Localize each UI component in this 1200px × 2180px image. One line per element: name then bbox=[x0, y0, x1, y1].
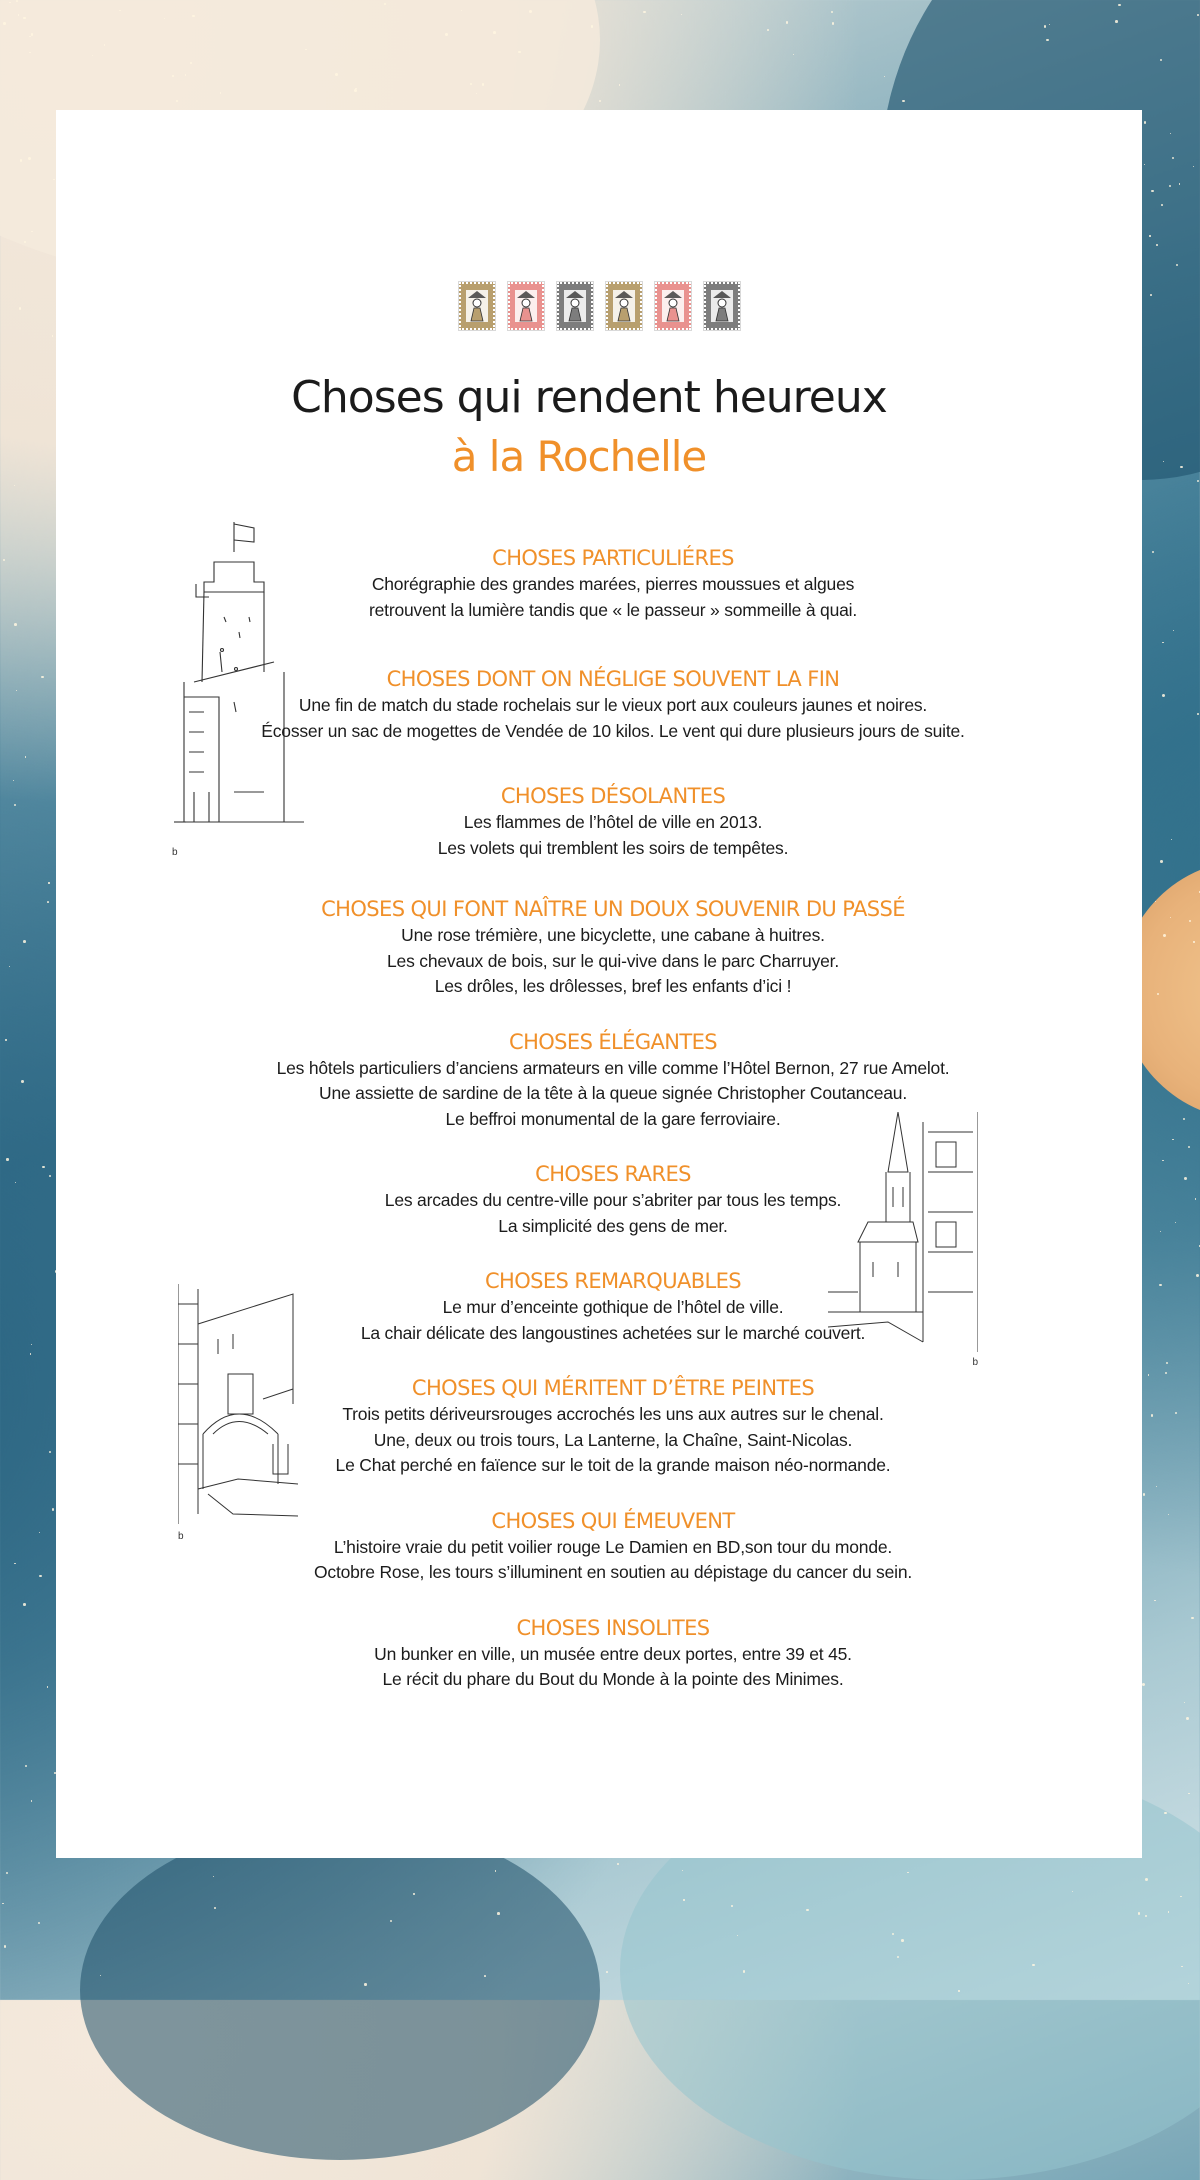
background-blob bbox=[80, 1820, 600, 2160]
glitter-speck bbox=[1168, 1514, 1169, 1515]
glitter-speck bbox=[14, 1563, 16, 1565]
glitter-speck bbox=[23, 940, 26, 943]
glitter-speck bbox=[52, 335, 53, 336]
glitter-speck bbox=[497, 1912, 500, 1915]
section-line: La simplicité des gens de mer. bbox=[84, 1214, 1142, 1240]
glitter-speck bbox=[49, 1451, 51, 1453]
stamp-icon bbox=[704, 282, 740, 330]
glitter-speck bbox=[30, 1353, 31, 1354]
glitter-speck bbox=[354, 89, 357, 92]
glitter-speck bbox=[619, 84, 621, 86]
glitter-speck bbox=[1188, 1146, 1190, 1148]
glitter-speck bbox=[897, 1956, 899, 1958]
glitter-speck bbox=[476, 93, 477, 94]
glitter-speck bbox=[518, 51, 521, 54]
glitter-speck bbox=[832, 22, 834, 24]
glitter-speck bbox=[1162, 642, 1163, 643]
glitter-speck bbox=[1196, 1274, 1199, 1277]
glitter-speck bbox=[176, 100, 178, 102]
glitter-speck bbox=[3, 22, 5, 24]
glitter-speck bbox=[1168, 1911, 1169, 1912]
glitter-speck bbox=[786, 21, 789, 24]
glitter-speck bbox=[1188, 1793, 1190, 1795]
section-line: Chorégraphie des grandes marées, pierres moussues et algues bbox=[84, 572, 1142, 598]
glitter-speck bbox=[683, 1899, 684, 1900]
glitter-speck bbox=[1193, 941, 1194, 942]
stamp-icon bbox=[508, 282, 544, 330]
section-line: Écosser un sac de mogettes de Vendée de 10 kilos. Le vent qui dure plusieurs jours de suite. bbox=[84, 719, 1142, 745]
glitter-speck bbox=[1195, 1198, 1197, 1200]
section-heading: CHOSES DÉSOLANTES bbox=[84, 782, 1142, 810]
glitter-speck bbox=[52, 1508, 55, 1511]
glitter-speck bbox=[767, 29, 769, 31]
glitter-speck bbox=[104, 44, 105, 45]
glitter-speck bbox=[1161, 204, 1163, 206]
stamp-icon bbox=[557, 282, 593, 330]
glitter-speck bbox=[495, 1870, 496, 1871]
glitter-speck bbox=[190, 62, 192, 64]
glitter-speck bbox=[617, 1863, 619, 1865]
glitter-speck bbox=[9, 966, 11, 968]
glitter-speck bbox=[16, 690, 17, 691]
section-line: retrouvent la lumière tandis que « le passeur » sommeille à quai. bbox=[84, 598, 1142, 624]
glitter-speck bbox=[3, 559, 5, 561]
glitter-speck bbox=[1180, 466, 1182, 468]
glitter-speck bbox=[6, 1872, 8, 1874]
glitter-speck bbox=[1191, 1617, 1194, 1620]
glitter-speck bbox=[39, 1532, 40, 1533]
section-line: Le beffroi monumental de la gare ferroviaire. bbox=[84, 1107, 1142, 1133]
section-heading: CHOSES PARTICULIÉRES bbox=[84, 544, 1142, 572]
glitter-speck bbox=[14, 623, 17, 626]
section-choses-souvenir-du-passe bbox=[84, 895, 1142, 1000]
page-title: Choses qui rendent heureux bbox=[36, 372, 1142, 423]
glitter-speck bbox=[731, 1905, 733, 1907]
section-choses-insolites bbox=[84, 1614, 1142, 1693]
stamp-icon bbox=[606, 282, 642, 330]
glitter-speck bbox=[1159, 1284, 1161, 1286]
glitter-speck bbox=[1171, 839, 1172, 840]
section-line: Une assiette de sardine de la tête à la queue signée Christopher Coutanceau. bbox=[84, 1081, 1142, 1107]
glitter-speck bbox=[806, 1909, 808, 1911]
glitter-speck bbox=[214, 1907, 216, 1909]
glitter-speck bbox=[31, 1800, 32, 1801]
stamp-icon bbox=[459, 282, 495, 330]
artist-signature: b bbox=[178, 1531, 184, 1542]
glitter-speck bbox=[1143, 1493, 1146, 1496]
section-heading: CHOSES INSOLITES bbox=[84, 1614, 1142, 1642]
section-heading: CHOSES RARES bbox=[84, 1160, 1142, 1188]
glitter-speck bbox=[1172, 157, 1174, 159]
glitter-speck bbox=[1118, 4, 1121, 7]
glitter-speck bbox=[38, 1922, 41, 1925]
section-choses-dont-on-neglige bbox=[84, 665, 1142, 744]
glitter-speck bbox=[1115, 20, 1118, 23]
page-subtitle: à la Rochelle bbox=[16, 432, 1142, 481]
glitter-speck bbox=[13, 780, 14, 781]
glitter-speck bbox=[1162, 1160, 1164, 1162]
glitter-speck bbox=[47, 1686, 48, 1687]
glitter-speck bbox=[1197, 480, 1199, 482]
glitter-speck bbox=[6, 1158, 8, 1160]
glitter-speck bbox=[1156, 1486, 1157, 1487]
glitter-speck bbox=[49, 1175, 51, 1177]
glitter-speck bbox=[1186, 1717, 1189, 1720]
glitter-speck bbox=[643, 11, 646, 14]
glitter-speck bbox=[41, 676, 44, 679]
section-choses-desolantes bbox=[84, 782, 1142, 861]
glitter-speck bbox=[23, 1603, 26, 1606]
glitter-speck bbox=[599, 100, 601, 102]
section-line: Une rose trémière, une bicyclette, une cabane à huitres. bbox=[84, 923, 1142, 949]
glitter-speck bbox=[1175, 1222, 1176, 1223]
glitter-speck bbox=[5, 1039, 6, 1040]
glitter-speck bbox=[681, 14, 683, 16]
glitter-speck bbox=[42, 1166, 45, 1169]
section-heading: CHOSES REMARQUABLES bbox=[84, 1267, 1142, 1295]
glitter-speck bbox=[14, 485, 15, 486]
glitter-speck bbox=[1148, 1374, 1149, 1375]
glitter-speck bbox=[4, 1945, 6, 1947]
glitter-speck bbox=[25, 756, 26, 757]
glitter-speck bbox=[19, 307, 22, 310]
stamp-icon bbox=[655, 282, 691, 330]
glitter-speck bbox=[16, 0, 18, 2]
glitter-speck bbox=[1183, 1118, 1186, 1121]
glitter-speck bbox=[1197, 14, 1199, 16]
glitter-speck bbox=[1160, 1231, 1161, 1232]
glitter-speck bbox=[831, 11, 833, 13]
section-choses-remarquables bbox=[84, 1267, 1142, 1346]
glitter-speck bbox=[14, 804, 16, 806]
section-heading: CHOSES ÉLÉGANTES bbox=[84, 1028, 1142, 1056]
glitter-speck bbox=[1197, 713, 1199, 715]
glitter-speck bbox=[1175, 1412, 1177, 1414]
section-line: Une, deux ou trois tours, La Lanterne, la Chaîne, Saint-Nicolas. bbox=[84, 1428, 1142, 1454]
glitter-speck bbox=[28, 157, 31, 160]
glitter-speck bbox=[364, 1983, 366, 1985]
glitter-speck bbox=[1152, 551, 1154, 553]
glitter-speck bbox=[21, 1080, 24, 1083]
section-line: Une fin de match du stade rochelais sur le vieux port aux couleurs jaunes et noires. bbox=[84, 693, 1142, 719]
section-line: Le récit du phare du Bout du Monde à la pointe des Minimes. bbox=[84, 1667, 1142, 1693]
glitter-speck bbox=[901, 1939, 904, 1942]
glitter-speck bbox=[1160, 59, 1162, 61]
glitter-speck bbox=[2, 1903, 4, 1905]
glitter-speck bbox=[1154, 1600, 1155, 1601]
glitter-speck bbox=[335, 73, 338, 76]
content-card bbox=[56, 110, 1142, 1858]
glitter-speck bbox=[31, 1344, 33, 1346]
section-line: Octobre Rose, les tours s’illuminent en soutien au dépistage du cancer du sein. bbox=[84, 1560, 1142, 1586]
glitter-speck bbox=[25, 1765, 27, 1767]
section-line: Trois petits dériveursrouges accrochés les uns aux autres sur le chenal. bbox=[84, 1402, 1142, 1428]
stamp-row bbox=[56, 282, 1142, 330]
glitter-speck bbox=[445, 33, 448, 36]
glitter-speck bbox=[606, 1971, 608, 1973]
glitter-speck bbox=[1145, 1878, 1148, 1881]
glitter-speck bbox=[1156, 244, 1158, 246]
section-choses-rares bbox=[84, 1160, 1142, 1239]
section-line: L’histoire vraie du petit voilier rouge Le Damien en BD,son tour du monde. bbox=[84, 1535, 1142, 1561]
glitter-speck bbox=[493, 31, 496, 34]
glitter-speck bbox=[1142, 1683, 1145, 1686]
artist-signature: b bbox=[172, 847, 178, 858]
glitter-speck bbox=[1151, 1414, 1153, 1416]
glitter-speck bbox=[591, 25, 593, 27]
sections-list bbox=[56, 544, 1142, 1721]
section-line: Le mur d’enceinte gothique de l’hôtel de ville. bbox=[84, 1295, 1142, 1321]
section-choses-qui-meritent-peintes bbox=[84, 1374, 1142, 1479]
glitter-speck bbox=[793, 54, 794, 55]
glitter-speck bbox=[1165, 1372, 1167, 1374]
section-line: Les volets qui tremblent les soirs de tempêtes. bbox=[84, 836, 1142, 862]
glitter-speck bbox=[39, 1575, 42, 1578]
glitter-speck bbox=[884, 76, 885, 77]
section-line: Les arcades du centre-ville pour s’abriter par tous les temps. bbox=[84, 1188, 1142, 1214]
glitter-speck bbox=[1188, 1983, 1189, 1984]
glitter-speck bbox=[413, 1893, 414, 1894]
glitter-speck bbox=[1172, 1139, 1173, 1140]
glitter-speck bbox=[892, 1933, 894, 1935]
section-line: Les chevaux de bois, sur le qui-vive dans le parc Charruyer. bbox=[84, 949, 1142, 975]
section-heading: CHOSES QUI ÉMEUVENT bbox=[84, 1507, 1142, 1535]
glitter-speck bbox=[1151, 190, 1153, 192]
glitter-speck bbox=[1184, 1177, 1187, 1180]
section-choses-particulieres bbox=[84, 544, 1142, 623]
artist-signature: b bbox=[972, 1357, 978, 1368]
section-line: Les drôles, les drôlesses, bref les enfants d’ici ! bbox=[84, 974, 1142, 1000]
glitter-speck bbox=[1166, 1362, 1168, 1364]
section-line: La chair délicate des langoustines achetées sur le marché couvert. bbox=[84, 1321, 1142, 1347]
section-line: Les hôtels particuliers d’anciens armateurs en ville comme l’Hôtel Bernon, 27 rue Amelot. bbox=[84, 1056, 1142, 1082]
glitter-speck bbox=[1173, 630, 1174, 631]
glitter-speck bbox=[18, 14, 20, 16]
glitter-speck bbox=[1149, 235, 1150, 236]
section-choses-elegantes bbox=[84, 1028, 1142, 1133]
glitter-speck bbox=[15, 1182, 16, 1183]
glitter-speck bbox=[958, 1990, 959, 1991]
glitter-speck bbox=[47, 901, 49, 903]
glitter-speck bbox=[1044, 25, 1047, 28]
glitter-speck bbox=[484, 1975, 486, 1977]
glitter-speck bbox=[1160, 860, 1163, 863]
section-choses-qui-emeuvent bbox=[84, 1507, 1142, 1586]
section-heading: CHOSES QUI MÉRITENT D’ÊTRE PEINTES bbox=[84, 1374, 1142, 1402]
glitter-speck bbox=[1180, 1896, 1181, 1897]
section-heading: CHOSES DONT ON NÉGLIGE SOUVENT LA FIN bbox=[84, 665, 1142, 693]
glitter-speck bbox=[902, 100, 904, 102]
section-line: Le Chat perché en faïence sur le toit de la grande maison néo-normande. bbox=[84, 1453, 1142, 1479]
section-line: Les flammes de l’hôtel de ville en 2013. bbox=[84, 810, 1142, 836]
glitter-speck bbox=[1184, 1702, 1185, 1703]
glitter-speck bbox=[1162, 694, 1165, 697]
section-heading: CHOSES QUI FONT NAÎTRE UN DOUX SOUVENIR DU PASSÉ bbox=[84, 895, 1142, 923]
glitter-speck bbox=[1150, 294, 1152, 296]
section-line: Un bunker en ville, un musée entre deux portes, entre 39 et 45. bbox=[84, 1642, 1142, 1668]
glitter-speck bbox=[1144, 121, 1146, 123]
glitter-speck bbox=[48, 882, 49, 883]
